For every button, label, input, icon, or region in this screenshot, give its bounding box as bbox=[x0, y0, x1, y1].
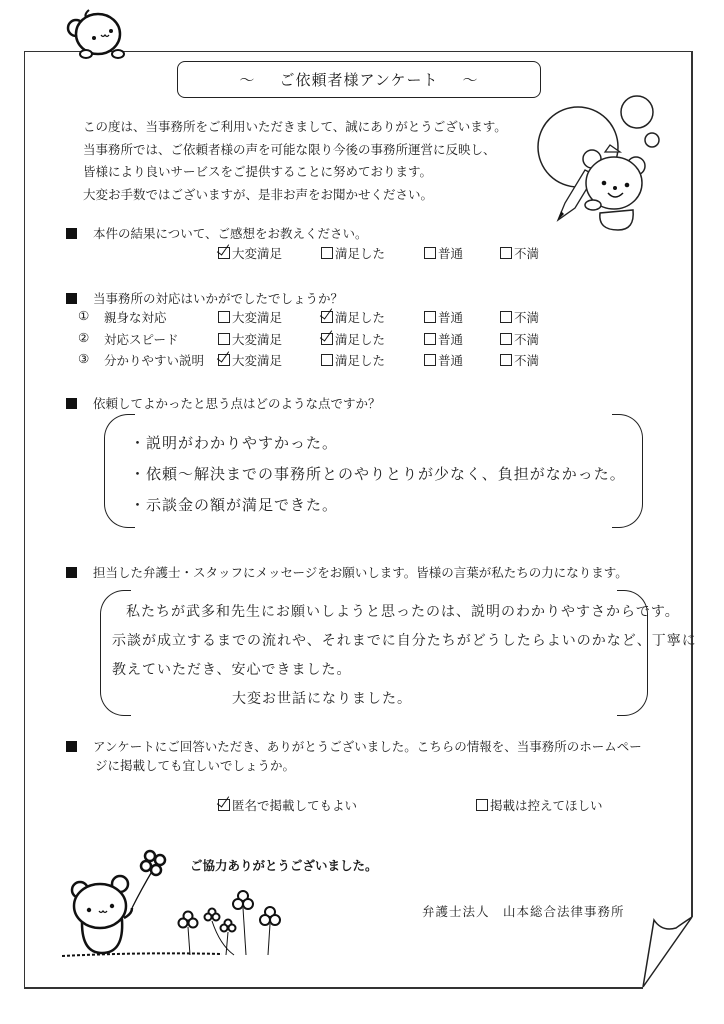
bear-with-pencil-icon bbox=[530, 95, 660, 235]
survey-title bbox=[177, 61, 541, 98]
question-text: 本件の結果について、ご感想をお教えください。 bbox=[93, 226, 368, 241]
q2-r3-average[interactable]: 普通 bbox=[424, 351, 463, 369]
checkbox-icon[interactable] bbox=[321, 247, 333, 259]
question-2 bbox=[66, 289, 343, 307]
question-text: 担当した弁護士・スタッフにメッセージをお願いします。皆様の言葉が私たちの力になります。 bbox=[93, 565, 628, 580]
intro-line: 当事務所では、ご依頼者様の声を可能な限り今後の事務所運営に反映し、 bbox=[83, 141, 496, 157]
intro-paragraph bbox=[83, 116, 507, 206]
square-bullet-icon bbox=[66, 741, 77, 752]
intro-line: 皆様により良いサービスをご提供することに努めております。 bbox=[83, 164, 433, 179]
checkbox-icon[interactable] bbox=[321, 354, 333, 366]
title-deco-left: ～ bbox=[239, 71, 256, 89]
checkbox-icon[interactable] bbox=[476, 799, 488, 811]
checkbox-checked-icon[interactable] bbox=[218, 354, 230, 366]
checkbox-icon[interactable] bbox=[218, 333, 230, 345]
q2-r2-dissatisfied[interactable]: 不満 bbox=[500, 330, 539, 348]
square-bullet-icon bbox=[66, 398, 77, 409]
q2-r1-very-satisfied[interactable]: 大変満足 bbox=[218, 308, 282, 326]
clovers-icon bbox=[170, 890, 290, 960]
answer-line: 私たちが武多和先生にお願いしようと思ったのは、説明のわかりやすさからです。 bbox=[126, 604, 680, 620]
square-bullet-icon bbox=[66, 293, 77, 304]
q2-r1-average[interactable]: 普通 bbox=[424, 308, 463, 326]
question-5-line2: ジに掲載しても宜しいでしょうか。 bbox=[95, 758, 296, 773]
checkbox-icon[interactable] bbox=[500, 311, 512, 323]
q2-r2-satisfied[interactable]: 満足した bbox=[321, 330, 385, 348]
q2-row-label: 対応スピード bbox=[104, 332, 179, 347]
q4-answer bbox=[112, 598, 697, 714]
answer-line: 示談が成立するまでの流れや、それまでに自分たちがどうしたらよいのかなど、丁寧に bbox=[112, 633, 697, 649]
q2-r3-dissatisfied[interactable]: 不満 bbox=[500, 351, 539, 369]
q2-row-label: 親身な対応 bbox=[104, 310, 167, 325]
q3-answer bbox=[130, 428, 626, 521]
checkbox-icon[interactable] bbox=[500, 333, 512, 345]
q2-r1-dissatisfied[interactable]: 不満 bbox=[500, 308, 539, 326]
q2-r3-very-satisfied[interactable]: 大変満足 bbox=[218, 351, 282, 369]
question-5 bbox=[66, 737, 642, 755]
q2-row-num: ② bbox=[78, 330, 90, 345]
q5-option-anonymous-ok[interactable]: 匿名で掲載してもよい bbox=[218, 796, 357, 814]
peeking-bear-icon bbox=[64, 4, 134, 60]
question-1 bbox=[66, 224, 368, 242]
checkbox-icon[interactable] bbox=[424, 247, 436, 259]
q1-option-average[interactable]: 普通 bbox=[424, 244, 463, 262]
square-bullet-icon bbox=[66, 228, 77, 239]
answer-line: ・説明がわかりやすかった。 bbox=[130, 434, 339, 452]
question-4 bbox=[66, 563, 628, 581]
sheet-right-edge bbox=[691, 51, 693, 917]
question-text: アンケートにご回答いただき、ありがとうございました。こちらの情報を、当事務所のホームペー bbox=[93, 739, 642, 754]
checkbox-icon[interactable] bbox=[500, 247, 512, 259]
checkbox-icon[interactable] bbox=[424, 311, 436, 323]
checkbox-checked-icon[interactable] bbox=[218, 799, 230, 811]
thanks-message: ご協力ありがとうございました。 bbox=[190, 858, 378, 873]
answer-line: ・依頼～解決までの事務所とのやりとりが少なく、負担がなかった。 bbox=[130, 465, 626, 483]
q5-option-decline[interactable]: 掲載は控えてほしい bbox=[476, 796, 603, 814]
checkbox-icon[interactable] bbox=[218, 311, 230, 323]
sheet-bottom-edge bbox=[24, 987, 643, 989]
q2-row-label: 分かりやすい説明 bbox=[104, 353, 205, 368]
q2-r2-average[interactable]: 普通 bbox=[424, 330, 463, 348]
intro-line: この度は、当事務所をご利用いただきまして、誠にありがとうございます。 bbox=[83, 119, 507, 134]
checkbox-checked-icon[interactable] bbox=[218, 247, 230, 259]
q2-row-num: ① bbox=[78, 308, 90, 323]
title-deco-right: ～ bbox=[462, 71, 479, 89]
answer-line: 教えていただき、安心できました。 bbox=[112, 662, 352, 678]
question-3 bbox=[66, 394, 381, 412]
checkbox-checked-icon[interactable] bbox=[321, 311, 333, 323]
question-text: 依頼してよかったと思う点はどのような点ですか？ bbox=[93, 396, 381, 411]
q1-option-satisfied[interactable]: 満足した bbox=[321, 244, 385, 262]
q2-r2-very-satisfied[interactable]: 大変満足 bbox=[218, 330, 282, 348]
q2-r3-satisfied[interactable]: 満足した bbox=[321, 351, 385, 369]
q1-option-very-satisfied[interactable]: 大変満足 bbox=[218, 244, 282, 262]
answer-line: 大変お世話になりました。 bbox=[232, 691, 412, 707]
q1-option-dissatisfied[interactable]: 不満 bbox=[500, 244, 539, 262]
checkbox-icon[interactable] bbox=[500, 354, 512, 366]
title-text: ご依頼者様アンケート bbox=[279, 71, 439, 89]
firm-name: 弁護士法人 山本総合法律事務所 bbox=[422, 904, 625, 919]
square-bullet-icon bbox=[66, 567, 77, 578]
checkbox-icon[interactable] bbox=[424, 333, 436, 345]
answer-line: ・示談金の額が満足できた。 bbox=[130, 496, 339, 514]
checkbox-icon[interactable] bbox=[424, 354, 436, 366]
question-text: 当事務所の対応はいかがでしたでしょうか？ bbox=[93, 291, 344, 306]
q2-row-num: ③ bbox=[78, 351, 90, 366]
intro-line: 大変お手数ではございますが、是非お声をお聞かせください。 bbox=[83, 186, 434, 202]
checkbox-checked-icon[interactable] bbox=[321, 333, 333, 345]
q2-r1-satisfied[interactable]: 満足した bbox=[321, 308, 385, 326]
